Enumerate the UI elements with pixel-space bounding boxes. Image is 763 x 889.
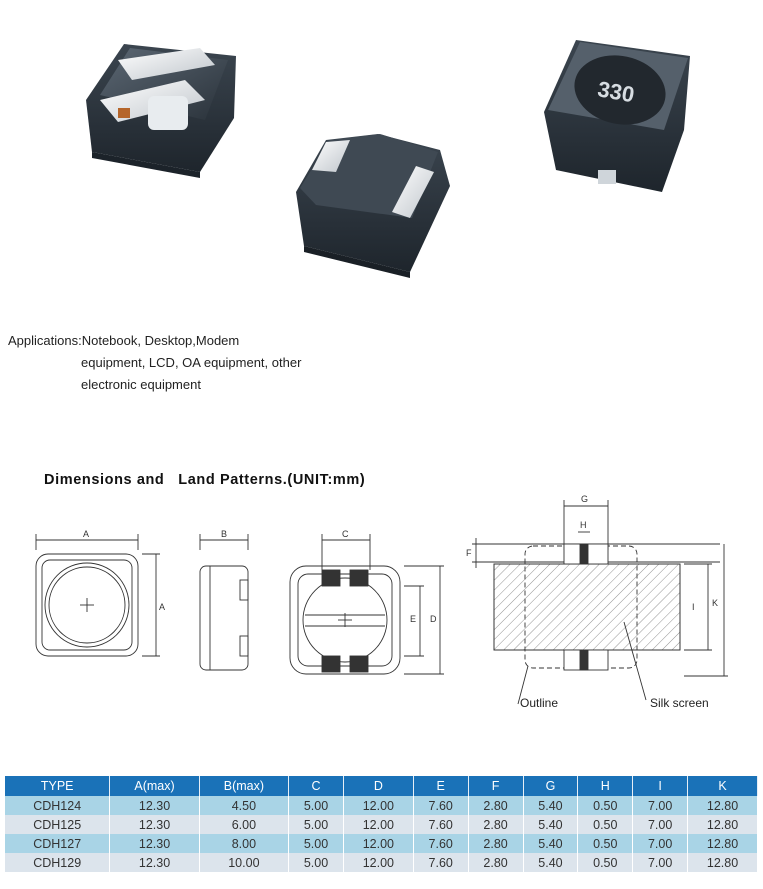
table-header-row bbox=[5, 776, 758, 796]
table-cell: 5.40 bbox=[523, 853, 578, 872]
inductor-photo-bottom bbox=[296, 134, 450, 278]
table-cell: 2.80 bbox=[468, 815, 523, 834]
table-cell: 2.80 bbox=[468, 834, 523, 853]
table-cell: 12.30 bbox=[110, 853, 199, 872]
dimension-drawings bbox=[0, 490, 763, 730]
table-cell: 0.50 bbox=[578, 796, 633, 815]
table-row bbox=[5, 834, 758, 853]
col-header: I bbox=[633, 776, 688, 796]
table-cell: 5.40 bbox=[523, 815, 578, 834]
table-cell: 0.50 bbox=[578, 815, 633, 834]
label-f: F bbox=[466, 548, 472, 558]
land-pattern-drawing bbox=[466, 494, 728, 710]
col-header: D bbox=[343, 776, 413, 796]
table-cell: 4.50 bbox=[199, 796, 288, 815]
table-cell: 2.80 bbox=[468, 796, 523, 815]
table-cell: 12.30 bbox=[110, 796, 199, 815]
table-cell: 5.40 bbox=[523, 834, 578, 853]
label-e: E bbox=[410, 614, 417, 624]
col-header: F bbox=[468, 776, 523, 796]
table-cell: 5.40 bbox=[523, 796, 578, 815]
table-cell: 7.00 bbox=[633, 815, 688, 834]
col-header: G bbox=[523, 776, 578, 796]
label-i: I bbox=[692, 602, 695, 612]
table-row bbox=[5, 796, 758, 815]
label-silk-screen: Silk screen bbox=[650, 696, 709, 710]
product-photos bbox=[0, 0, 763, 300]
table-cell: 7.60 bbox=[413, 853, 468, 872]
table-cell: 2.80 bbox=[468, 853, 523, 872]
table-cell: 7.00 bbox=[633, 834, 688, 853]
table-cell: 12.30 bbox=[110, 815, 199, 834]
table-row bbox=[5, 815, 758, 834]
table-cell: 5.00 bbox=[289, 796, 344, 815]
applications-line-2: equipment, LCD, OA equipment, other bbox=[81, 355, 302, 370]
table-cell: 8.00 bbox=[199, 834, 288, 853]
table-cell: 0.50 bbox=[578, 834, 633, 853]
col-header: K bbox=[688, 776, 758, 796]
table-cell: CDH124 bbox=[5, 796, 110, 815]
applications-text bbox=[8, 330, 301, 396]
col-header: B(max) bbox=[199, 776, 288, 796]
label-d: D bbox=[430, 614, 437, 624]
table-cell: 5.00 bbox=[289, 853, 344, 872]
table-cell: 12.00 bbox=[343, 815, 413, 834]
col-header: TYPE bbox=[5, 776, 110, 796]
applications-label: Applications: bbox=[8, 333, 82, 348]
specs-table bbox=[5, 776, 758, 872]
table-cell: 12.80 bbox=[688, 815, 758, 834]
product-marking: 330 bbox=[595, 76, 637, 108]
label-k: K bbox=[712, 598, 719, 608]
table-cell: 7.00 bbox=[633, 796, 688, 815]
label-outline: Outline bbox=[520, 696, 559, 710]
table-cell: 12.30 bbox=[110, 834, 199, 853]
label-g: G bbox=[581, 494, 589, 504]
applications-line-1: Notebook, Desktop,Modem bbox=[81, 333, 240, 348]
label-b: B bbox=[221, 529, 228, 539]
label-a-top: A bbox=[83, 529, 90, 539]
table-cell: 5.00 bbox=[289, 834, 344, 853]
label-a-side: A bbox=[159, 602, 166, 612]
col-header: E bbox=[413, 776, 468, 796]
inductor-photo-marked bbox=[544, 40, 690, 192]
applications-line-3: electronic equipment bbox=[81, 377, 201, 392]
table-row bbox=[5, 853, 758, 872]
table-cell: 6.00 bbox=[199, 815, 288, 834]
table-cell: 12.80 bbox=[688, 853, 758, 872]
table-cell: 10.00 bbox=[199, 853, 288, 872]
table-cell: 7.00 bbox=[633, 853, 688, 872]
table-cell: 7.60 bbox=[413, 815, 468, 834]
side-view-drawing bbox=[200, 529, 248, 670]
table-cell: 12.00 bbox=[343, 834, 413, 853]
table-cell: 0.50 bbox=[578, 853, 633, 872]
col-header: A(max) bbox=[110, 776, 199, 796]
col-header: H bbox=[578, 776, 633, 796]
col-header: C bbox=[289, 776, 344, 796]
table-cell: CDH129 bbox=[5, 853, 110, 872]
table-cell: 5.00 bbox=[289, 815, 344, 834]
table-cell: 12.00 bbox=[343, 853, 413, 872]
label-c: C bbox=[342, 529, 349, 539]
inductor-photo-open-top bbox=[86, 44, 236, 178]
dimensions-title: Dimensions and Land Patterns.(UNIT:mm) bbox=[44, 472, 366, 488]
table-cell: 12.00 bbox=[343, 796, 413, 815]
table-cell: CDH127 bbox=[5, 834, 110, 853]
table-cell: 12.80 bbox=[688, 796, 758, 815]
table-cell: 7.60 bbox=[413, 834, 468, 853]
label-h: H bbox=[580, 520, 587, 530]
top-view-drawing bbox=[36, 529, 165, 656]
table-cell: 12.80 bbox=[688, 834, 758, 853]
table-cell: CDH125 bbox=[5, 815, 110, 834]
bottom-view-drawing bbox=[290, 529, 444, 674]
table-cell: 7.60 bbox=[413, 796, 468, 815]
